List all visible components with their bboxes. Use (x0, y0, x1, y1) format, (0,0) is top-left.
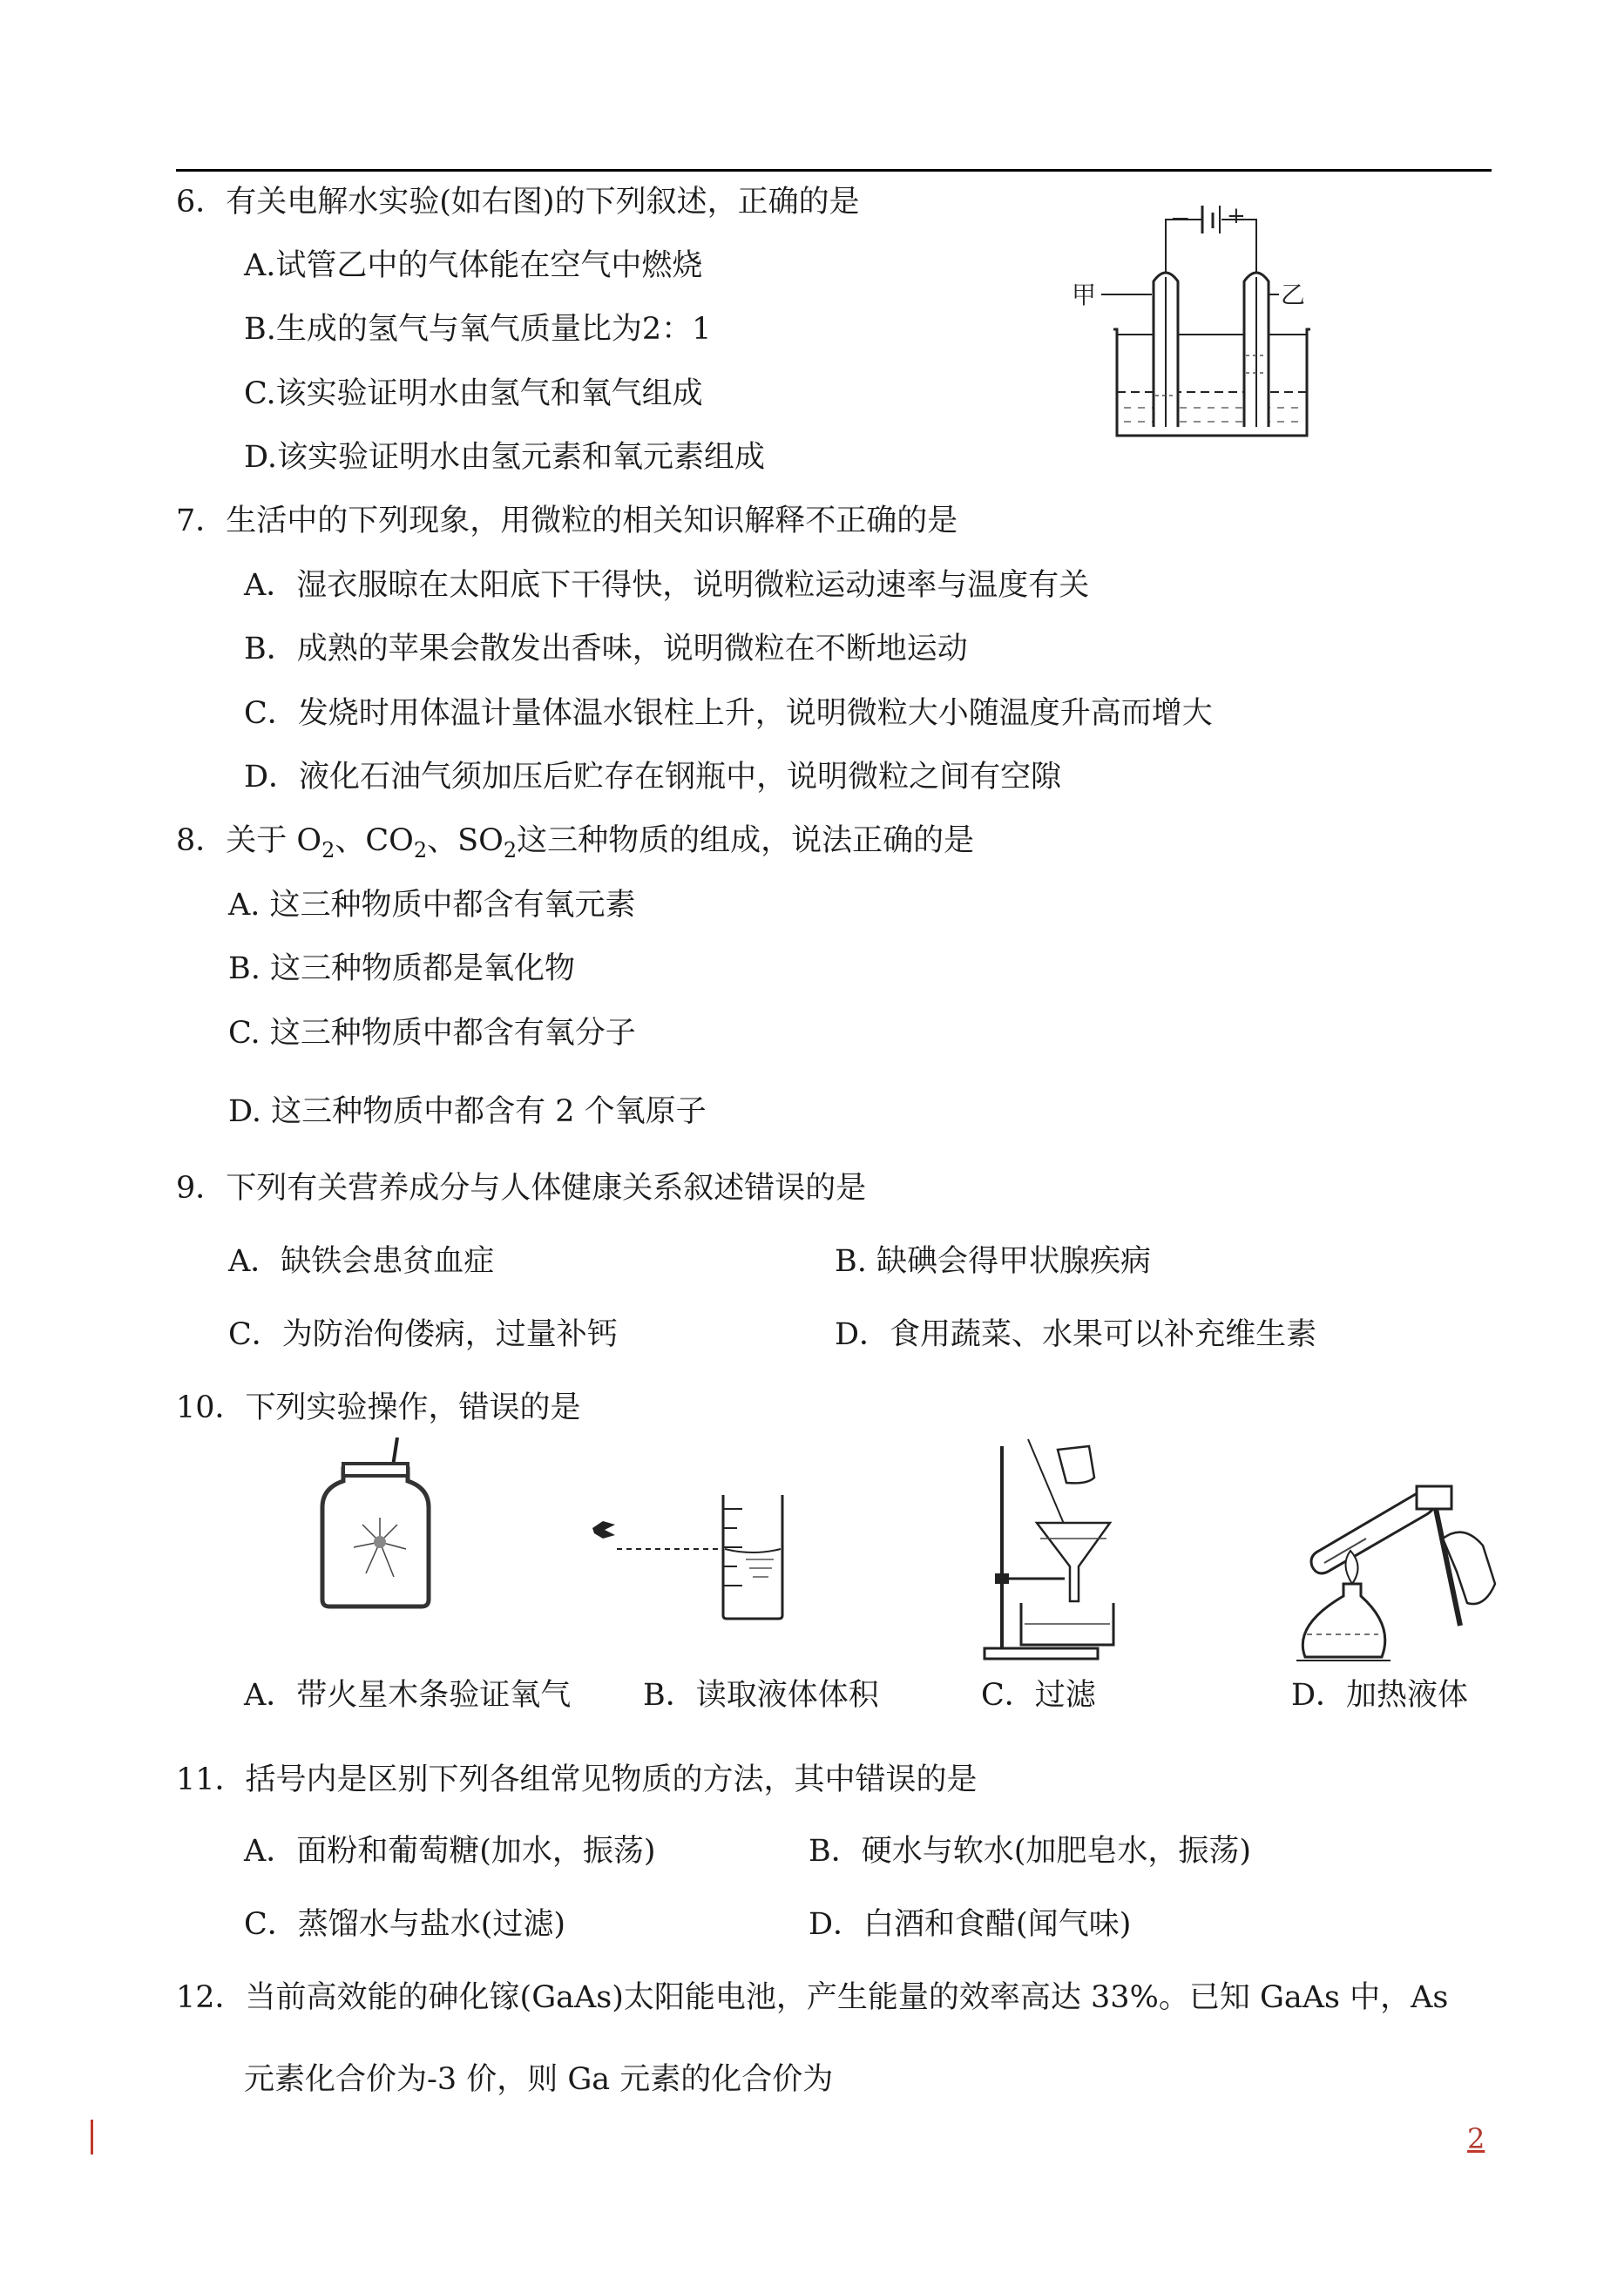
filtration-figure (983, 1436, 1148, 1662)
q6-option-b: B.生成的氢气与氧气质量比为2：1 (244, 312, 712, 347)
q9-option-a: A．缺铁会患贫血症 (228, 1244, 495, 1279)
label-yi: 乙 (1281, 281, 1306, 309)
q8-stem: 8．关于 $O_2$、$CO_2$、$SO_2$这三种物质的组成，说法正确的是 (176, 823, 975, 862)
minus-sign: − (1170, 204, 1191, 233)
cylinder-reading-figure (592, 1495, 793, 1626)
q12-line-1: 12．当前高效能的砷化镓(GaAs)太阳能电池，产生能量的效率高达 33%。已知 GaAs 中，As (176, 1980, 1449, 2015)
q11-option-b: B．硬水与软水(加肥皂水，振荡) (809, 1834, 1252, 1869)
q10-stem: 10．下列实验操作，错误的是 (176, 1390, 581, 1425)
q6-option-a: A.试管乙中的气体能在空气中燃烧 (244, 248, 703, 283)
heating-liquid-figure (1289, 1460, 1499, 1678)
q8-option-c: C. 这三种物质中都含有氧分子 (228, 1016, 636, 1051)
q6-option-d: D.该实验证明水由氢元素和氧元素组成 (244, 440, 765, 475)
q8-option-a: A. 这三种物质中都含有氧元素 (228, 888, 636, 923)
q7-option-a: A．湿衣服晾在太阳底下干得快，说明微粒运动速率与温度有关 (244, 568, 1090, 603)
q7-option-c: C．发烧时用体温计量体温水银柱上升，说明微粒大小随温度升高而增大 (244, 696, 1213, 731)
cursor-mark (91, 2120, 93, 2154)
q10-caption-d: D．加热液体 (1291, 1678, 1469, 1713)
q8-option-d: D. 这三种物质中都含有 2 个氧原子 (228, 1094, 707, 1129)
q8-option-b: B. 这三种物质都是氧化物 (228, 951, 575, 986)
label-jia: 甲 (1072, 281, 1097, 309)
q11-option-d: D．白酒和食醋(闻气味) (809, 1907, 1132, 1942)
electrolysis-figure (1072, 190, 1411, 443)
q11-option-a: A．面粉和葡萄糖(加水，振荡) (244, 1834, 656, 1869)
header-rule (176, 169, 1492, 172)
q9-option-d: D．食用蔬菜、水果可以补充维生素 (835, 1317, 1317, 1352)
q6-stem: 6．有关电解水实验(如右图)的下列叙述，正确的是 (176, 185, 860, 220)
q10-caption-a: A．带火星木条验证氧气 (244, 1678, 572, 1713)
q7-option-b: B．成熟的苹果会散发出香味，说明微粒在不断地运动 (244, 632, 968, 666)
q7-stem: 7．生活中的下列现象，用微粒的相关知识解释不正确的是 (176, 504, 958, 538)
q10-caption-c: C．过滤 (981, 1678, 1096, 1713)
q9-option-c: C．为防治佝偻病，过量补钙 (228, 1317, 618, 1352)
q11-stem: 11．括号内是区别下列各组常见物质的方法，其中错误的是 (176, 1762, 978, 1797)
plus-sign: + (1227, 203, 1246, 229)
q7-option-d: D．液化石油气须加压后贮存在钢瓶中，说明微粒之间有空隙 (244, 760, 1062, 795)
q9-option-b: B. 缺碘会得甲状腺疾病 (835, 1244, 1151, 1279)
q11-option-c: C．蒸馏水与盐水(过滤) (244, 1907, 566, 1942)
q9-stem: 9．下列有关营养成分与人体健康关系叙述错误的是 (176, 1171, 867, 1206)
splint-bottle-figure (314, 1437, 444, 1612)
q10-caption-b: B．读取液体体积 (643, 1678, 879, 1713)
q12-line-2: 元素化合价为-3 价，则 Ga 元素的化合价为 (244, 2062, 834, 2097)
q6-option-c: C.该实验证明水由氢气和氧气组成 (244, 376, 703, 411)
page-number: 2 (1467, 2122, 1485, 2155)
